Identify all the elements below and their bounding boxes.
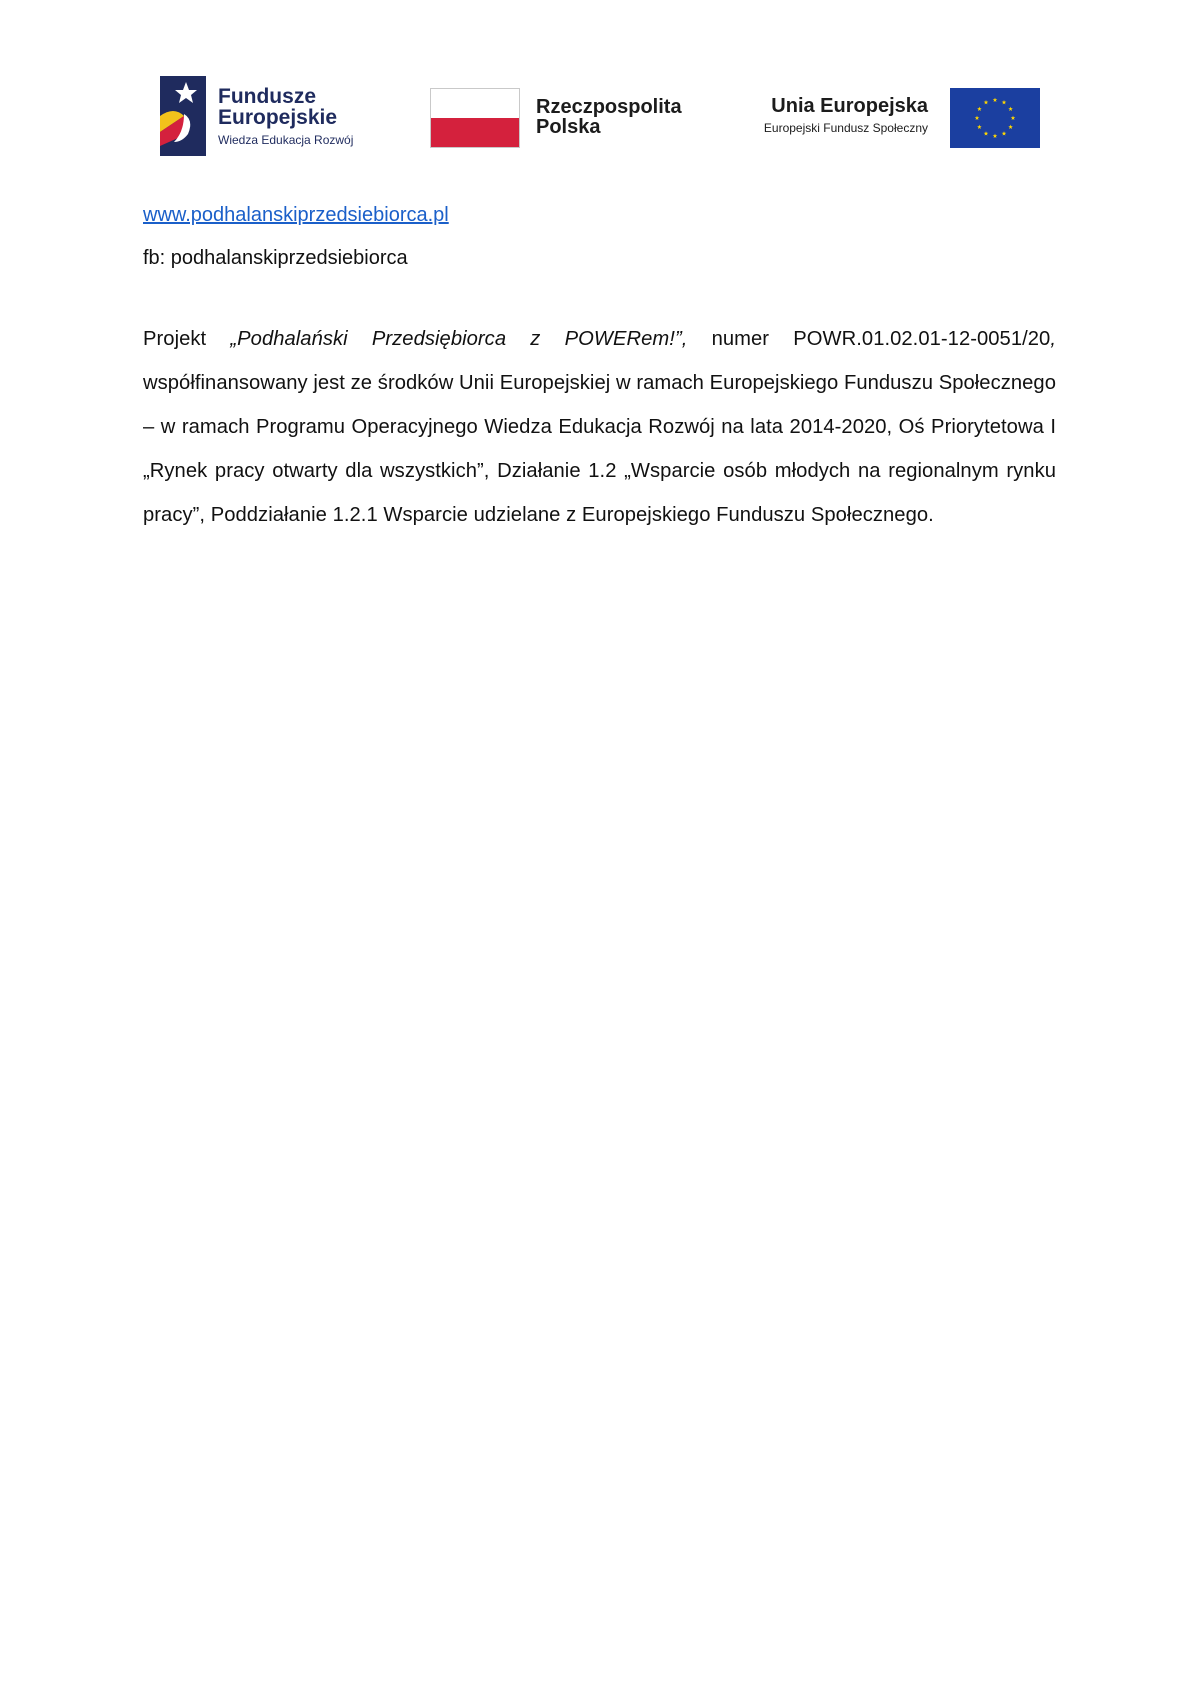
polish-flag-icon [430,88,520,148]
ue-line1: Unia Europejska [771,95,928,117]
fe-text [218,86,353,150]
fundusze-europejskie-mark-icon [160,76,206,156]
facebook-line: fb: podhalanskiprzedsiebiorca [143,247,408,269]
website-link[interactable]: www.podhalanskiprzedsiebiorca.pl [143,204,449,226]
rzeczpospolita-polska-logo [430,88,700,148]
fundusze-europejskie-logo [160,76,380,156]
unia-europejska-logo [740,88,1040,150]
ue-line2: Europejski Fundusz Społeczny [763,121,928,135]
fe-subtitle: Wiedza Edukacja Rozwój [218,133,354,147]
ue-text [764,94,928,138]
fe-title-line1: Fundusze [218,85,316,108]
project-paragraph [143,317,1056,537]
rp-line2: Polska [536,116,601,138]
project-body: współfinansowany jest ze środków Unii Europejskiej w ramach Europejskiego Funduszu Społecznego – w ramach Programu Operacyjnego Wiedza Edukacja Rozwój na lata 2014-2020, Oś Priorytetowa I „Rynek pracy otwarty dla wszystkich”, Działanie 1.2 „Wsparcie osób młodych na regionalnym rynku pracy”, Poddziałanie 1.2.1 Wsparcie udzielane z Europejskiego Funduszu Społecznego. [143,372,1056,526]
rp-line1: Rzeczpospolita [536,96,682,118]
document-body [143,200,1056,557]
fe-title-line2: Europejskie [218,106,338,129]
eu-flag-icon [950,88,1040,148]
project-number: numer POWR.01.02.01-12-0051/20 [687,328,1051,350]
project-title: „Podhalański Przedsiębiorca z POWERem!”, [230,328,688,350]
logo-bar [0,70,1191,160]
project-prefix: Projekt [143,328,231,350]
rp-text [536,97,682,137]
project-number-comma: , [1050,328,1056,350]
